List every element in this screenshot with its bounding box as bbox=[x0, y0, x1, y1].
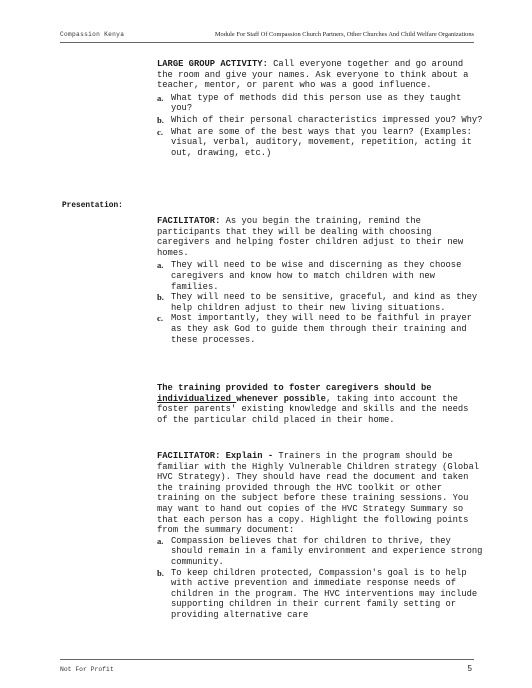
presentation-label: Presentation: bbox=[62, 202, 123, 210]
activity-intro bbox=[157, 59, 484, 91]
list-item-text: Compassion believes that for children to thrive, they should remain in a family environment and experience strong community. bbox=[171, 535, 483, 567]
summary-points-list bbox=[157, 536, 484, 621]
list-marker: b. bbox=[157, 567, 164, 578]
training-note-bold-2: whenever possible bbox=[236, 393, 326, 404]
list-marker: b. bbox=[157, 292, 164, 303]
footer-label: Not For Profit bbox=[60, 666, 114, 673]
activity-lead: LARGE GROUP ACTIVITY: bbox=[157, 59, 268, 69]
header-org-name: Compassion Kenya bbox=[60, 31, 125, 38]
list-item-text: What type of methods did this person use as they taught you? bbox=[171, 92, 462, 114]
list-marker: a. bbox=[157, 535, 164, 546]
training-note-paragraph bbox=[157, 383, 484, 425]
list-item-text: Which of their personal characteristics impressed you? Why? bbox=[171, 114, 483, 125]
facilitator-lead: FACILITATOR: bbox=[157, 216, 221, 226]
list-item bbox=[157, 568, 484, 621]
header-divider bbox=[60, 42, 474, 43]
activity-text: Call everyone together and go around the room and give your names. Ask everyone to think about a teacher, mentor, or parent who was a good influence. bbox=[157, 59, 469, 91]
list-marker: b. bbox=[157, 114, 164, 125]
list-item bbox=[157, 260, 484, 292]
list-item-text: They will need to be sensitive, graceful, and kind as they help children adjust to their new living situations. bbox=[171, 292, 478, 313]
list-item bbox=[157, 93, 484, 114]
facilitator-points-list bbox=[157, 260, 484, 345]
list-item-text: They will need to be wise and discerning as they choose caregivers and know how to match children with new families. bbox=[171, 260, 462, 292]
list-item bbox=[157, 292, 484, 313]
page-number: 5 bbox=[467, 664, 472, 673]
explain-lead: FACILITATOR: Explain - bbox=[157, 451, 274, 461]
training-note-bold: The training provided to foster caregivers should be bbox=[157, 383, 432, 393]
list-item-text: What are some of the best ways that you learn? (Examples: visual, verbal, auditory, movement, repetition, acting it out, drawing, etc.) bbox=[171, 126, 472, 158]
list-item-text: To keep children protected, Compassion's goal is to help with active prevention and immediate response needs of children in the program. The HVC interventions may include supporting children in their current family setting or providing alternative care bbox=[171, 567, 478, 620]
list-item bbox=[157, 313, 484, 345]
large-group-activity-section bbox=[157, 59, 484, 159]
list-item bbox=[157, 127, 484, 159]
list-item-text: Most importantly, they will need to be faithful in prayer as they ask God to guide them through their training and these processes. bbox=[171, 313, 472, 345]
list-item bbox=[157, 536, 484, 568]
facilitator-text: As you begin the training, remind the participants that they will be dealing with choosing caregivers and helping foster children adjust to their new homes. bbox=[157, 216, 464, 258]
list-marker: c. bbox=[157, 313, 163, 324]
facilitator-explain-section bbox=[157, 451, 484, 621]
activity-question-list bbox=[157, 93, 484, 159]
individualized-training-note bbox=[157, 383, 484, 425]
explain-text: Trainers in the program should be familiar with the Highly Vulnerable Children strategy (Global HVC Strategy). They should have read the document and taken the training provided through the HVC toolkit or other training on the subject before these training sessions. You may want to hand out copies of the HVC Strategy Summary so that each person has a copy. Highlight the following points from the summary document: bbox=[157, 451, 480, 536]
explain-intro bbox=[157, 451, 484, 536]
facilitator-reminder-section bbox=[157, 216, 484, 345]
header-module-title: Module For Staff Of Compassion Church Partners, Other Churches And Child Welfare Organizations bbox=[214, 31, 474, 38]
training-note-text: , taking into account the foster parents' existing knowledge and skills and the needs of the particular child placed in their home. bbox=[157, 393, 469, 425]
training-note-underlined: individualized bbox=[157, 393, 237, 404]
facilitator-intro bbox=[157, 216, 484, 258]
list-marker: a. bbox=[157, 92, 164, 103]
list-item bbox=[157, 115, 484, 126]
list-marker: c. bbox=[157, 126, 163, 137]
list-marker: a. bbox=[157, 260, 164, 271]
footer-divider bbox=[60, 659, 474, 660]
